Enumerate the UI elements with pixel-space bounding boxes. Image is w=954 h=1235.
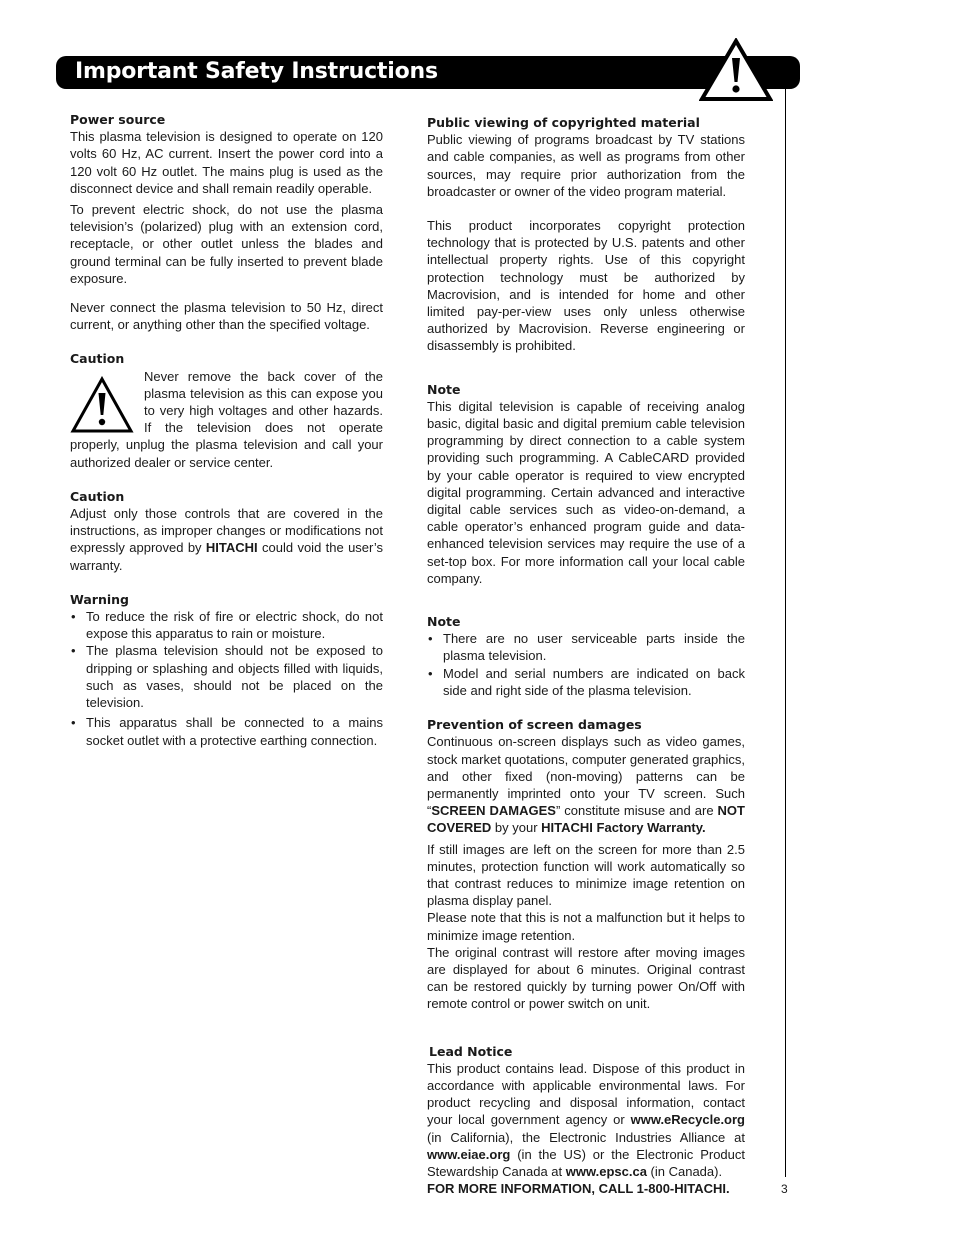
list-item: • To reduce the risk of fire or electric shock, do not expose this apparatus to rain or moisture. (70, 608, 383, 642)
warning-heading: Warning (70, 591, 129, 607)
prevention-paragraph-3: Please note that this is not a malfunction but it helps to minimize image retention. (427, 910, 745, 943)
header-banner (56, 56, 800, 89)
brand-hitachi: HITACHI (205, 540, 258, 556)
left-column (70, 111, 383, 749)
prevention-paragraph-4: The original contrast will restore after moving images are displayed for about 6 minutes. Original contrast can be restored quickly by turning power On/Off with remote control or power switch on unit. (427, 944, 745, 1012)
power-source-paragraph-1: This plasma television is designed to operate on 120 volts 60 Hz, AC current. Insert the power cord into a 120 volt 60 Hz outlet. The mains plug is used as the disconnect device and shall remain readily operable. (70, 129, 383, 196)
note-list (427, 630, 745, 699)
caution-text-1: Never remove the back cover of the plasma television as this can expose you to very high voltages and other hazards. If the television does not operate properly, unplug the plasma television and call your authorized dealer or service center. (70, 368, 383, 470)
page-title: Important Safety Instructions (75, 59, 438, 84)
power-source-heading: Power source (70, 112, 166, 127)
caution-heading-1: Caution (70, 351, 125, 367)
prevention-paragraph-2: If still images are left on the screen for more than 2.5 minutes, protection function will work automatically so that contrast reduces to minimize image retention on plasma display panel. (427, 841, 745, 909)
caution-text-2: Adjust only those controls that are covered in the instructions, as improper changes or modifications not expressly approved by HITACHI could void the user’s warranty. (70, 506, 383, 573)
caution-triangle-icon (70, 376, 134, 434)
note-text-1: This digital television is capable of receiving analog basic, digital basic and digital premium cable television programming by direct connection to a cable system providing such programming. A CableCARD provided by your cable operator is required to view encrypted digital programming. Certain advanced and interactive digital cable services such as video-on-demand, a cable operator’s enhanced program guide and data-enhanced television services may require the use of a set-top box. For more information call your local cable company. (427, 398, 745, 586)
warning-triangle-icon (699, 38, 773, 102)
public-viewing-heading: Public viewing of copyrighted material (427, 115, 700, 130)
note-heading-1: Note (427, 381, 461, 397)
caution-block-1 (70, 368, 383, 471)
power-source-paragraph-3: Never connect the plasma television to 50 Hz, direct current, or anything other than the specified voltage. (70, 300, 383, 333)
list-item: • Model and serial numbers are indicated on back side and right side of the plasma television. (427, 665, 745, 699)
right-column (427, 114, 745, 1197)
caution-heading-2: Caution (70, 488, 125, 504)
prevention-heading: Prevention of screen damages (427, 717, 642, 733)
page-number: 3 (781, 1182, 788, 1196)
link-eiae: www.eiae.org (427, 1146, 511, 1162)
note-heading-2: Note (427, 614, 461, 630)
list-item: • The plasma television should not be exposed to dripping or splashing and objects filled with liquids, such as vases, should not be placed on the television. (70, 642, 383, 711)
lead-notice-call: FOR MORE INFORMATION, CALL 1-800-HITACHI. (427, 1181, 730, 1197)
public-viewing-paragraph-1: Public viewing of programs broadcast by TV stations and cable companies, as well as programs from other sources, may require prior authorization from the broadcaster or owner of the video program material. (427, 132, 745, 199)
power-source-paragraph-2: To prevent electric shock, do not use the plasma television’s (polarized) plug with an extension cord, receptacle, or other outlet unless the blades and ground terminal can be fully inserted to prevent blade exposure. (70, 202, 383, 286)
public-viewing-paragraph-2: This product incorporates copyright protection technology that is protected by U.S. patents and other intellectual property rights. Use of this copyright protection technology must be authorized by Macrovision, and is intended for home and other limited pay-per-view uses only unless otherwise authorized by Macrovision. Reverse engineering or disassembly is prohibited. (427, 218, 745, 354)
list-item: • There are no user serviceable parts inside the plasma television. (427, 630, 745, 664)
link-erecycle: www.eRecycle.org (630, 1112, 745, 1128)
list-item: • This apparatus shall be connected to a mains socket outlet with a protective earthing connection. (70, 714, 383, 748)
link-epsc: www.epsc.ca (565, 1163, 647, 1179)
vertical-rule (785, 89, 786, 1177)
lead-notice-heading: Lead Notice (429, 1043, 513, 1059)
lead-notice-text: This product contains lead. Dispose of this product in accordance with applicable environmental laws. For product recycling and disposal information, contact your local government agency or www.eRecycle.org (in California), the Electronic Industries Alliance at www.eiae.org (in the US) or the Electronic Product Stewardship Canada at www.epsc.ca (in Canada). (427, 1060, 745, 1179)
warning-list (70, 608, 383, 749)
prevention-paragraph-1: Continuous on-screen displays such as video games, stock market quotations, computer generated graphics, and other fixed (non-moving) patterns can be permanently imprinted onto your TV screen. Such “SCREEN DAMAGES” constitute misuse and are NOT COVERED by your HITACHI Factory Warranty. (427, 734, 745, 836)
